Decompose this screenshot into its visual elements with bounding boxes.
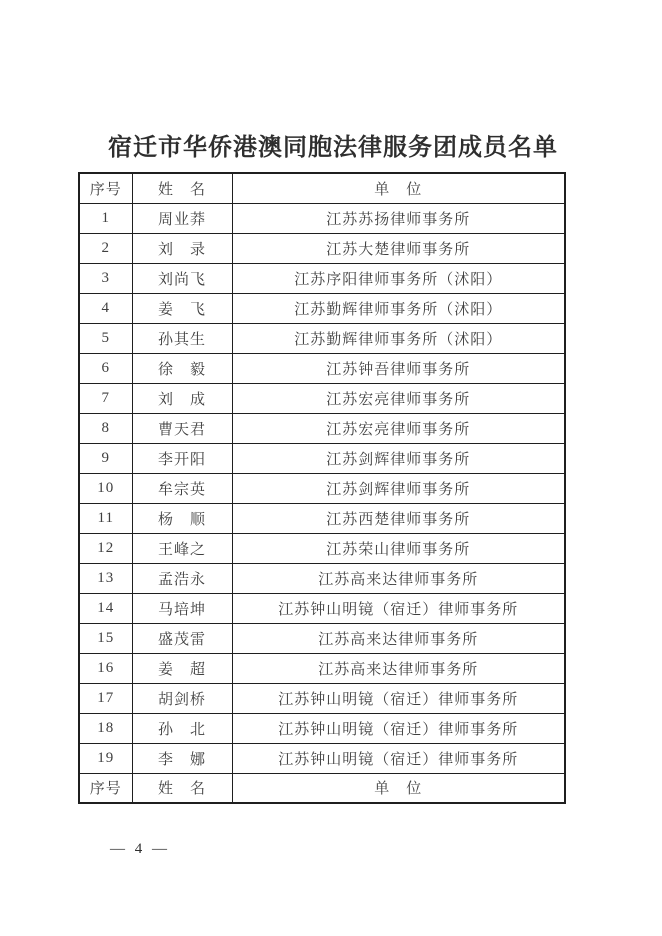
cell-index: 5 <box>79 323 132 353</box>
cell-unit: 江苏钟山明镜（宿迁）律师事务所 <box>232 713 565 743</box>
footer-header-cell-unit: 单 位 <box>232 773 565 803</box>
table-row <box>79 383 565 413</box>
cell-unit: 江苏大楚律师事务所 <box>232 233 565 263</box>
cell-name: 周业莽 <box>132 203 232 233</box>
cell-name: 李 娜 <box>132 743 232 773</box>
table-row <box>79 473 565 503</box>
table-row <box>79 443 565 473</box>
cell-unit: 江苏高来达律师事务所 <box>232 563 565 593</box>
table-row <box>79 533 565 563</box>
cell-unit: 江苏西楚律师事务所 <box>232 503 565 533</box>
cell-name: 姜 超 <box>132 653 232 683</box>
table-row <box>79 563 565 593</box>
cell-name: 孙 北 <box>132 713 232 743</box>
cell-name: 盛茂雷 <box>132 623 232 653</box>
cell-name: 徐 毅 <box>132 353 232 383</box>
cell-name: 刘尚飞 <box>132 263 232 293</box>
cell-name: 刘 录 <box>132 233 232 263</box>
page-number: — 4 — <box>110 841 170 857</box>
table-body <box>79 203 565 773</box>
table-header-row <box>79 173 565 203</box>
table-row <box>79 413 565 443</box>
members-table <box>78 172 566 804</box>
cell-index: 16 <box>79 653 132 683</box>
cell-index: 7 <box>79 383 132 413</box>
table-row <box>79 233 565 263</box>
cell-unit: 江苏勤辉律师事务所（沭阳） <box>232 323 565 353</box>
cell-unit: 江苏宏亮律师事务所 <box>232 383 565 413</box>
cell-name: 李开阳 <box>132 443 232 473</box>
page-title: 宿迁市华侨港澳同胞法律服务团成员名单 <box>108 135 558 161</box>
table-row <box>79 653 565 683</box>
cell-unit: 江苏序阳律师事务所（沭阳） <box>232 263 565 293</box>
table-row <box>79 293 565 323</box>
cell-name: 曹天君 <box>132 413 232 443</box>
table-footer-header-row <box>79 773 565 803</box>
cell-index: 14 <box>79 593 132 623</box>
table-row <box>79 353 565 383</box>
cell-name: 刘 成 <box>132 383 232 413</box>
cell-unit: 江苏钟山明镜（宿迁）律师事务所 <box>232 743 565 773</box>
cell-index: 1 <box>79 203 132 233</box>
table-row <box>79 743 565 773</box>
header-cell-unit: 单 位 <box>232 173 565 203</box>
table-row <box>79 593 565 623</box>
cell-index: 10 <box>79 473 132 503</box>
cell-index: 19 <box>79 743 132 773</box>
cell-unit: 江苏荣山律师事务所 <box>232 533 565 563</box>
cell-name: 孟浩永 <box>132 563 232 593</box>
table-row <box>79 713 565 743</box>
cell-unit: 江苏勤辉律师事务所（沭阳） <box>232 293 565 323</box>
cell-name: 王峰之 <box>132 533 232 563</box>
cell-index: 13 <box>79 563 132 593</box>
footer-header-cell-name: 姓 名 <box>132 773 232 803</box>
cell-index: 3 <box>79 263 132 293</box>
table-row <box>79 263 565 293</box>
table-row <box>79 323 565 353</box>
table-row <box>79 503 565 533</box>
cell-index: 18 <box>79 713 132 743</box>
cell-index: 8 <box>79 413 132 443</box>
cell-unit: 江苏钟山明镜（宿迁）律师事务所 <box>232 683 565 713</box>
table-row <box>79 683 565 713</box>
cell-index: 15 <box>79 623 132 653</box>
table-row <box>79 623 565 653</box>
cell-index: 11 <box>79 503 132 533</box>
header-cell-index: 序号 <box>79 173 132 203</box>
cell-name: 马培坤 <box>132 593 232 623</box>
cell-unit: 江苏钟山明镜（宿迁）律师事务所 <box>232 593 565 623</box>
cell-index: 12 <box>79 533 132 563</box>
cell-name: 孙其生 <box>132 323 232 353</box>
cell-name: 姜 飞 <box>132 293 232 323</box>
cell-unit: 江苏钟吾律师事务所 <box>232 353 565 383</box>
table-row <box>79 203 565 233</box>
cell-unit: 江苏宏亮律师事务所 <box>232 413 565 443</box>
cell-name: 胡剑桥 <box>132 683 232 713</box>
footer-header-cell-index: 序号 <box>79 773 132 803</box>
cell-name: 杨 顺 <box>132 503 232 533</box>
cell-unit: 江苏苏扬律师事务所 <box>232 203 565 233</box>
cell-index: 6 <box>79 353 132 383</box>
header-cell-name: 姓 名 <box>132 173 232 203</box>
cell-index: 17 <box>79 683 132 713</box>
cell-index: 2 <box>79 233 132 263</box>
cell-unit: 江苏剑辉律师事务所 <box>232 473 565 503</box>
cell-index: 4 <box>79 293 132 323</box>
cell-unit: 江苏高来达律师事务所 <box>232 623 565 653</box>
cell-name: 牟宗英 <box>132 473 232 503</box>
cell-index: 9 <box>79 443 132 473</box>
cell-unit: 江苏剑辉律师事务所 <box>232 443 565 473</box>
cell-unit: 江苏高来达律师事务所 <box>232 653 565 683</box>
